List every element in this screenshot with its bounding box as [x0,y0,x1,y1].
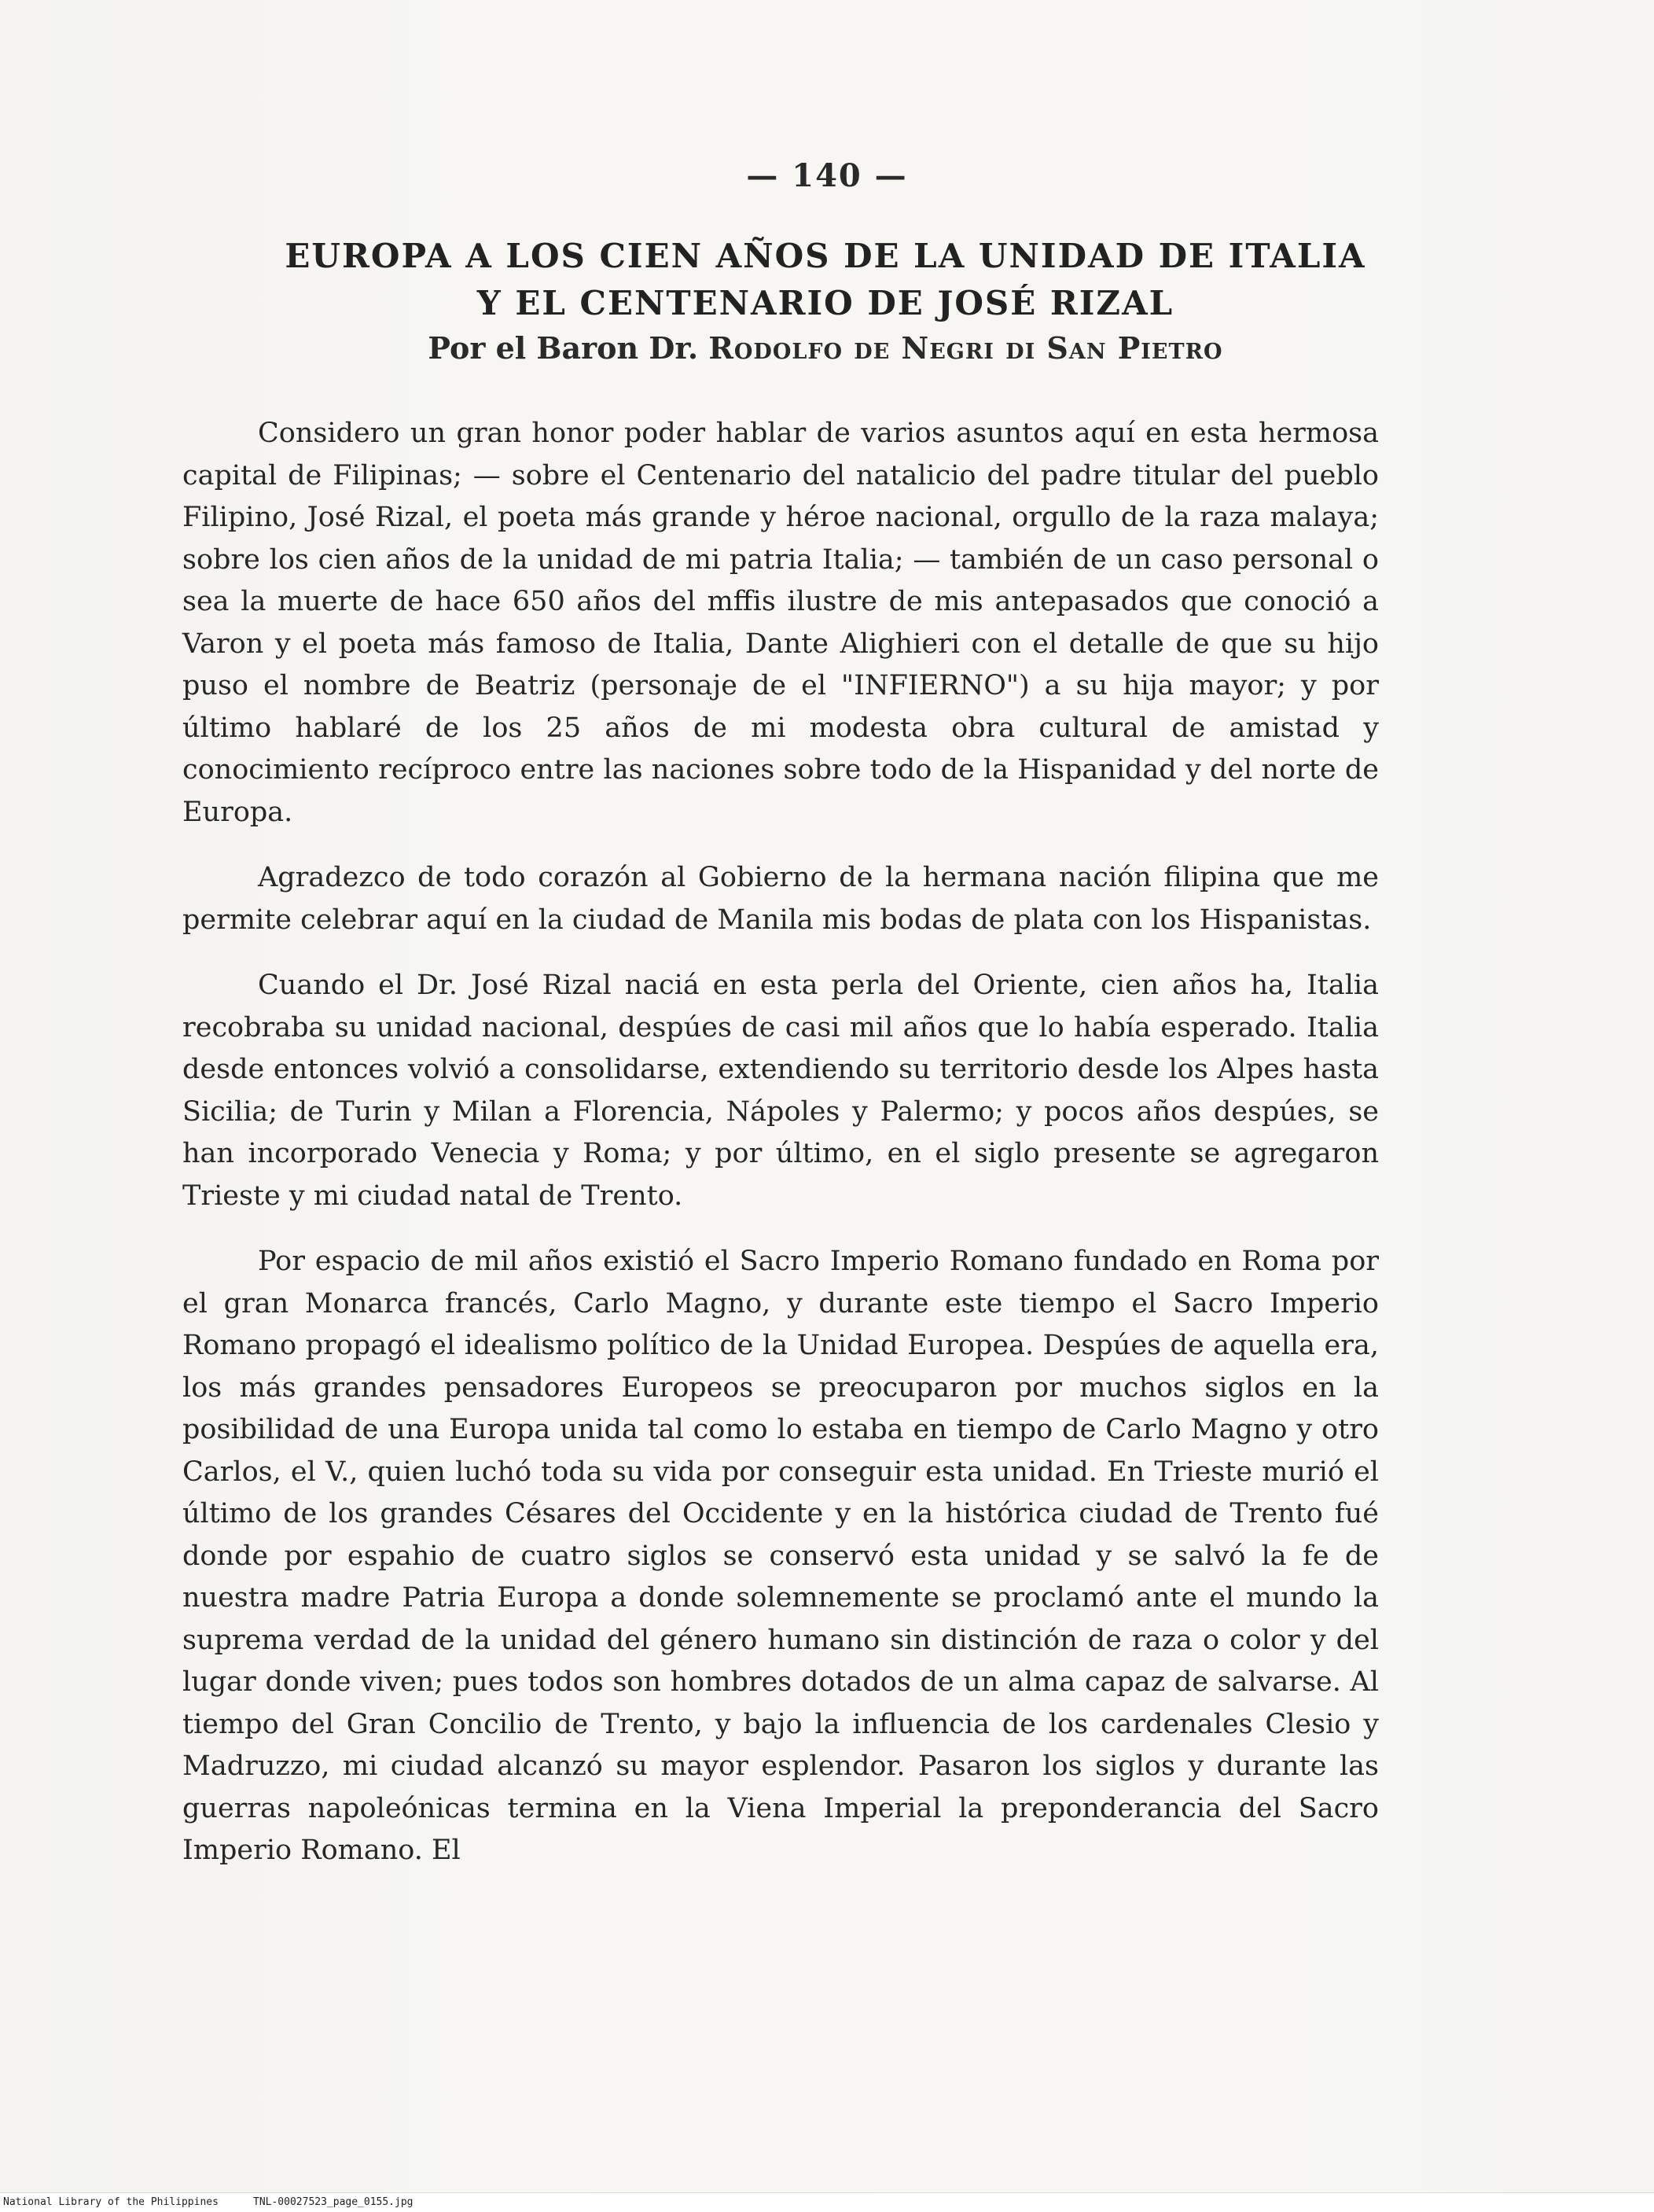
paragraph-1: Considero un gran honor poder hablar de varios asuntos aquí en esta hermosa capital de Filipinas; — sobre el Centenario del natalicio del padre titular del pueblo Filipino, José Rizal, el poeta más grande y héroe nacional, orgullo de la raza malaya; sobre los cien años de la unidad de mi patria Italia; — también de un caso personal o sea la muerte de hace 650 años del mffis ilustre de mis antepasados que conoció a Varon y el poeta más famoso de Italia, Dante Alighieri con el detalle de que su hijo puso el nombre de Beatriz (personaje de el "INFIERNO") a su hija mayor; y por último hablaré de los 25 años de mi modesta obra cultural de amistad y conocimiento recíproco entre las naciones sobre todo de la Hispanidad y del norte de Europa. [182,418,1379,828]
article-body [182,413,1379,1872]
footer-library-name: National Library of the Philippines [3,2196,219,2208]
footer-file-name: TNL-00027523_page_0155.jpg [253,2196,414,2208]
paragraph-2: Agradezco de todo corazón al Gobierno de la hermana nación filipina que me permite celebrar aquí en la ciudad de Manila mis bodas de plata con los Hispanistas. [182,862,1379,936]
scan-footer [0,2192,1654,2212]
byline-prefix: Por el Baron Dr. [428,330,709,366]
paragraph-4: Por espacio de mil años existió el Sacro Imperio Romano fundado en Roma por el gran Monarca francés, Carlo Magno, y durante este tiempo el Sacro Imperio Romano propagó el idealismo político de la Unidad Europea. Despúes de aquella era, los más grandes pensadores Europeos se preocuparon por muchos siglos en la posibilidad de una Europa unida tal como lo estaba en tiempo de Carlo Magno y otro Carlos, el V., quien luchó toda su vida por conseguir esta unidad. En Trieste murió el último de los grandes Césares del Occidente y en la histórica ciudad de Trento fué donde por espahio de cuatro siglos se conservó esta unidad y se salvó la fe de nuestra madre Patria Europa a donde solemnemente se proclamó ante el mundo la suprema verdad de la unidad del género humano sin distinción de raza o color y del lugar donde viven; pues todos son hombres dotados de un alma capaz de salvarse. Al tiempo del Gran Concilio de Trento, y bajo la influencia de los cardenales Clesio y Madruzzo, mi ciudad alcanzó su mayor esplendor. Pasaron los siglos y durante las guerras napoleónicas termina en la Viena Imperial la preponderancia del Sacro Imperio Romano. El [182,1246,1379,1866]
article-title-line-2: Y EL CENTENARIO DE JOSÉ RIZAL [476,284,1174,322]
byline-author: Rodolfo de Negri di San Pietro [708,330,1223,366]
article-byline [157,330,1494,366]
paragraph-3: Cuando el Dr. José Rizal naciá en esta perla del Oriente, cien años ha, Italia recobraba su unidad nacional, despúes de casi mil años que lo había esperado. Italia desde entonces volvió a consolidarse, extendiendo su territorio desde los Alpes hasta Sicilia; de Turin y Milan a Florencia, Nápoles y Palermo; y pocos años despúes, se han incorporado Venecia y Roma; y por último, en el siglo presente se agregaron Trieste y mi ciudad natal de Trento. [182,970,1379,1212]
page-number: — 140 — [746,157,908,194]
article-title [157,233,1494,327]
article-title-line-1: EUROPA A LOS CIEN AÑOS DE LA UNIDAD DE ITALIA [285,237,1366,275]
